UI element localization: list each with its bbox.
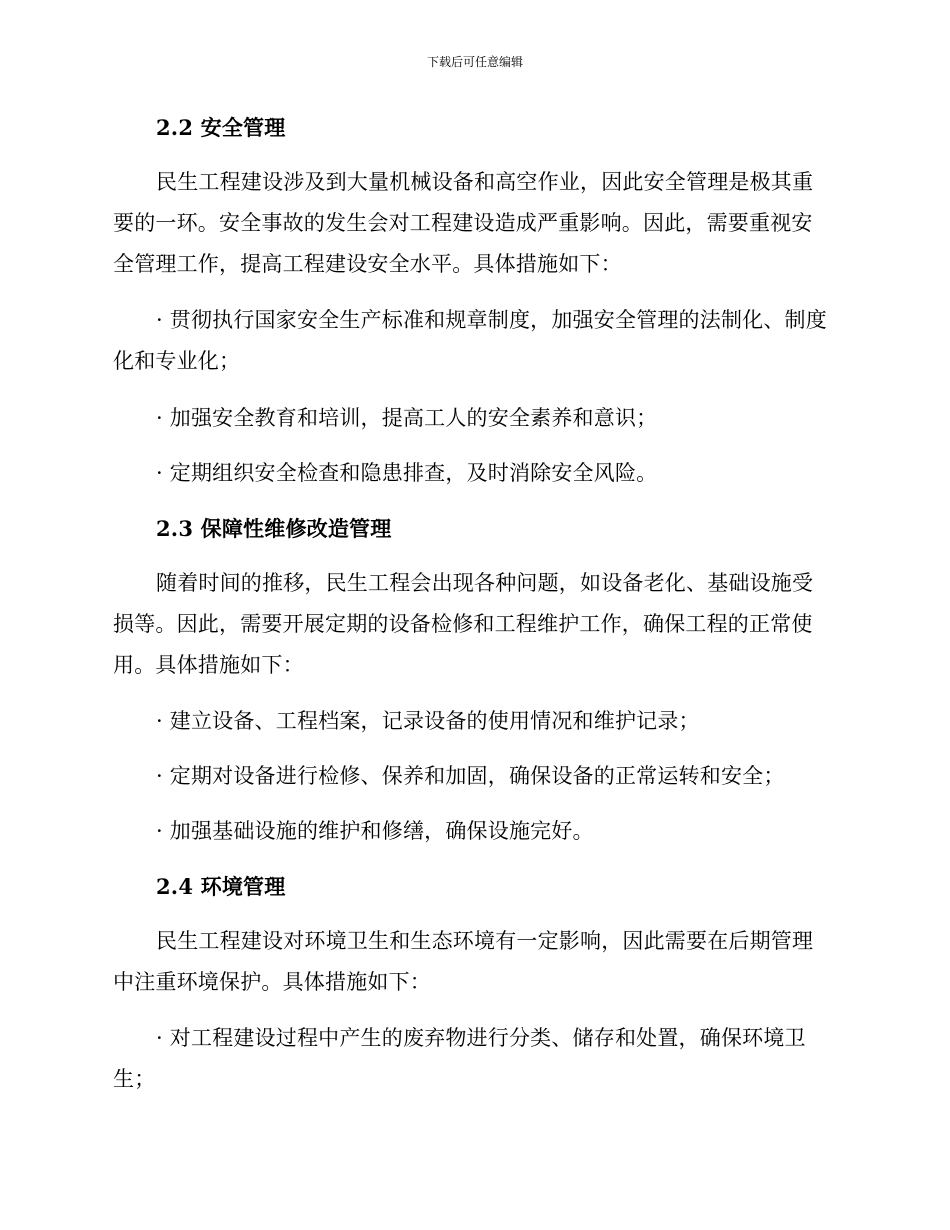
paragraph: 民生工程建设涉及到大量机械设备和高空作业，因此安全管理是极其重要的一环。安全事故的发生会对工程建设造成严重影响。因此，需要重视安全管理工作，提高工程建设安全水平。具体措施如下：: [113, 170, 814, 276]
list-item: · 加强基础设施的维护和修缮，确保设施完好。: [156, 819, 594, 843]
paragraph: 民生工程建设对环境卫生和生态环境有一定影响，因此需要在后期管理中注重环境保护。具体措施如下：: [113, 929, 814, 994]
list-item: · 贯彻执行国家安全生产标准和规章制度，加强安全管理的法制化、制度化和专业化；: [113, 308, 827, 373]
list-item: · 对工程建设过程中产生的废弃物进行分类、储存和处置，确保环境卫生；: [113, 1026, 806, 1091]
list-item: · 加强安全教育和培训，提高工人的安全素养和意识；: [156, 406, 658, 430]
section-heading-2-2: 2.2 安全管理: [156, 115, 286, 140]
list-item: · 定期组织安全检查和隐患排查，及时消除安全风险。: [156, 461, 658, 485]
section-heading-2-3: 2.3 保障性维修改造管理: [156, 516, 392, 541]
paragraph: 随着时间的推移，民生工程会出现各种问题，如设备老化、基础设施受损等。因此，需要开展定期的设备检修和工程维护工作，确保工程的正常使用。具体措施如下：: [113, 571, 814, 677]
list-item: · 定期对设备进行检修、保养和加固，确保设备的正常运转和安全；: [156, 764, 785, 788]
page-header: 下载后可任意编辑: [426, 55, 523, 69]
section-heading-2-4: 2.4 环境管理: [156, 874, 286, 899]
list-item: · 建立设备、工程档案，记录设备的使用情况和维护记录；: [156, 709, 700, 733]
